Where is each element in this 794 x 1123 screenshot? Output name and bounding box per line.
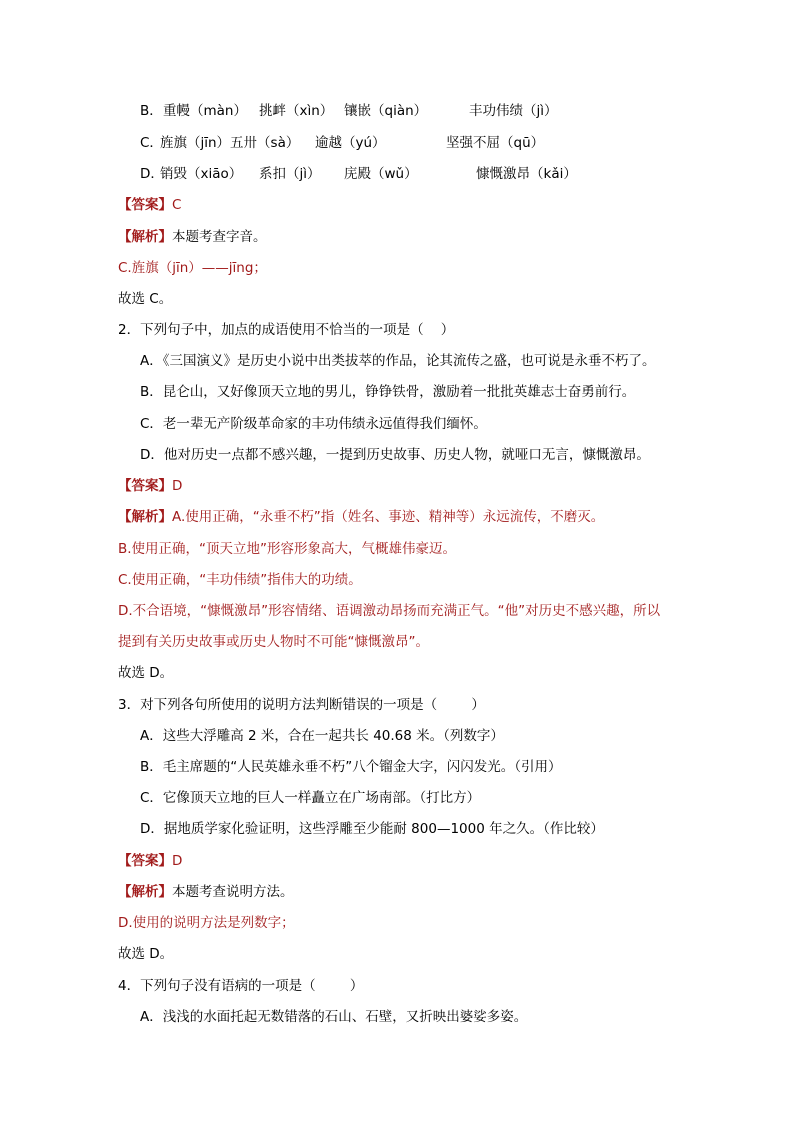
q3-analysis-line: D.使用的说明方法是列数字； (118, 915, 295, 931)
q2-analysis-b: B.使用正确，“顶天立地”形容形象高大，气概雄伟豪迈。 (118, 541, 457, 557)
q2-option-c: C．老一辈无产阶级革命家的丰功伟绩永远值得我们缅怀。 (140, 416, 487, 432)
answer-value: D (172, 478, 183, 494)
option-item: 挑衅（xìn） (259, 103, 334, 119)
q1-conclusion: 故选 C。 (118, 291, 173, 307)
q3-option-d: D．据地质学家化验证明，这些浮雕至少能耐 800—1000 年之久。（作比较） (140, 821, 604, 837)
option-item: 丰功伟绩（jì） (469, 103, 558, 119)
q2-option-d: D．他对历史一点都不感兴趣，一提到历史故事、历史人物，就哑口无言，慷慨激昂。 (140, 447, 650, 463)
q2-conclusion: 故选 D。 (118, 665, 174, 681)
q2-option-a: A．《三国演义》是历史小说中出类拔萃的作品，论其流传之盛，也可说是永垂不朽了。 (140, 353, 656, 369)
q3-conclusion: 故选 D。 (118, 946, 174, 962)
analysis-text: 本题考查说明方法。 (172, 884, 294, 900)
q1-answer (118, 194, 181, 216)
q3-analysis (118, 881, 294, 903)
q3-option-a: A．这些大浮雕高 2 米，合在一起共长 40.68 米。（列数字） (140, 728, 504, 744)
q1-option-c (0, 132, 794, 154)
answer-value: D (172, 853, 183, 869)
answer-tag: 【答案】 (118, 197, 172, 213)
analysis-tag: 【解析】 (118, 884, 172, 900)
option-item: 庑殿（wǔ） (344, 166, 418, 182)
q3-answer (118, 850, 182, 872)
option-label: C． (140, 135, 163, 151)
q1-analysis-line: C.旌旗（jīn）——jīng； (118, 260, 267, 276)
option-item: 逾越（yú） (315, 135, 386, 151)
q3-stem: 3．对下列各句所使用的说明方法判断错误的一项是（ ） (118, 697, 485, 713)
answer-tag: 【答案】 (118, 478, 172, 494)
analysis-text: A.使用正确，“永垂不朽”指（姓名、事迹、精神等）永远流传，不磨灭。 (172, 509, 605, 525)
analysis-tag: 【解析】 (118, 509, 172, 525)
q3-option-c: C．它像顶天立地的巨人一样矗立在广场南部。（打比方） (140, 790, 481, 806)
option-item: 旌旗（jīn）五卅（sà） (160, 135, 300, 151)
q2-analysis-c: C.使用正确，“丰功伟绩”指伟大的功绩。 (118, 572, 362, 588)
option-item: 坚强不屈（qū） (446, 135, 545, 151)
option-item: 系扣（jì） (259, 166, 321, 182)
option-item: 销毁（xiāo） (160, 166, 243, 182)
q2-analysis-d-cont: 提到有关历史故事或历史人物时不可能“慷慨激昂”。 (118, 634, 429, 650)
q4-stem: 4．下列句子没有语病的一项是（ ） (118, 978, 364, 994)
q3-option-b: B．毛主席题的“人民英雄永垂不朽”八个镏金大字，闪闪发光。（引用） (140, 759, 562, 775)
q4-option-a: A．浅浅的水面托起无数错落的石山、石壁，又折映出婆娑多姿。 (140, 1009, 528, 1025)
option-label: D． (140, 166, 164, 182)
q2-stem: 2．下列句子中，加点的成语使用不恰当的一项是（ ） (118, 322, 455, 338)
q2-analysis-d: D.不合语境，“慷慨激昂”形容情绪、语调激动昂扬而充满正气。“他”对历史不感兴趣，所以 (118, 603, 661, 619)
answer-value: C (172, 197, 182, 213)
q1-option-d (0, 163, 794, 185)
q2-analysis-a (118, 506, 604, 528)
q2-option-b: B．昆仑山，又好像顶天立地的男儿，铮铮铁骨，激励着一批批英雄志士奋勇前行。 (140, 384, 636, 400)
option-item: 镶嵌（qiàn） (344, 103, 428, 119)
analysis-text: 本题考查字音。 (172, 229, 267, 245)
option-item: 慷慨激昂（kǎi） (476, 166, 577, 182)
analysis-tag: 【解析】 (118, 229, 172, 245)
q1-analysis (118, 226, 267, 248)
option-label: B． (140, 103, 163, 119)
q2-answer (118, 475, 182, 497)
q1-option-b (0, 100, 794, 122)
option-item: 重幔（màn） (163, 103, 247, 119)
answer-tag: 【答案】 (118, 853, 172, 869)
